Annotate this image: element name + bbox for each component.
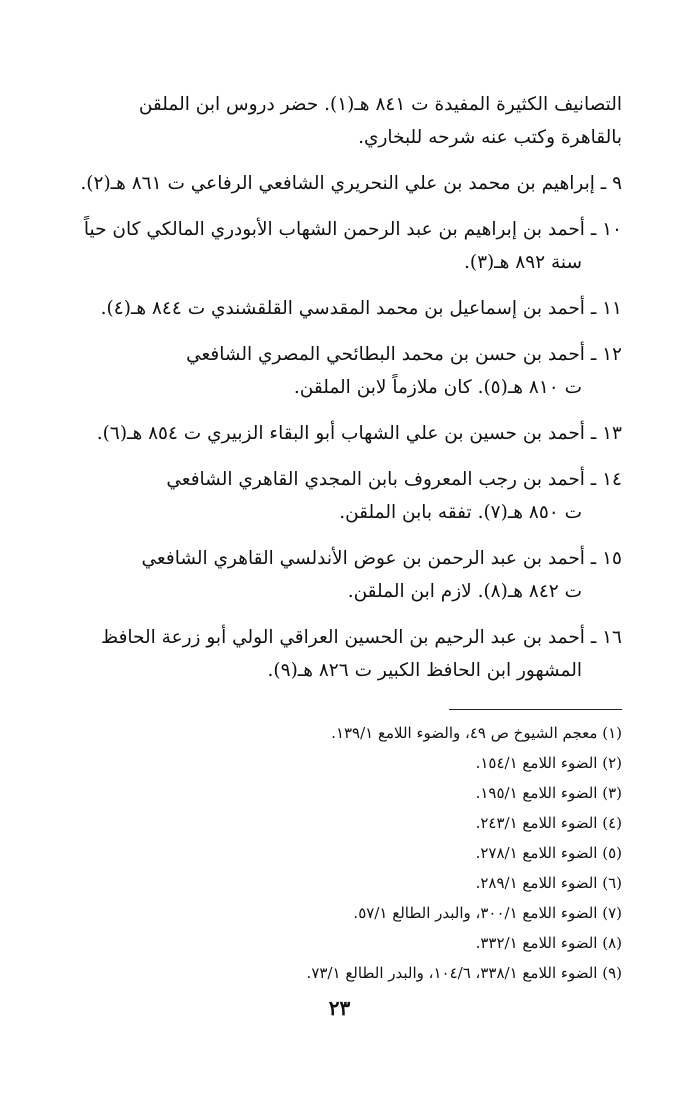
footnote: (٦) الضوء اللامع ٢٨٩/١. — [475, 874, 622, 892]
entry-line: ١٥ ـ أحمد بن عبد الرحمن بن عوض الأندلسي القاهري الشافعي — [141, 548, 622, 569]
footnote: (٨) الضوء اللامع ٣٣٢/١. — [475, 934, 622, 952]
entry-line: ت ٨١٠ هـ(٥). كان ملازماً لابن الملقن. — [293, 377, 582, 398]
page-number: ٢٣ — [328, 996, 351, 1020]
entry-line: بالقاهرة وكتب عنه شرحه للبخاري. — [358, 127, 622, 148]
entry-13 — [72, 417, 622, 450]
entry-line: سنة ٨٩٢ هـ(٣). — [463, 252, 582, 273]
entry-12 — [72, 338, 622, 404]
entry-line: ١٠ ـ أحمد بن إبراهيم بن عبد الرحمن الشهاب الأبودري المالكي كان حياً — [83, 219, 622, 240]
footnotes — [200, 718, 622, 988]
entry-line: ت ٨٥٠ هـ(٧). تفقه بابن الملقن. — [339, 502, 582, 523]
entry-line: ١١ ـ أحمد بن إسماعيل بن محمد المقدسي القلقشندي ت ٨٤٤ هـ(٤). — [100, 298, 622, 319]
footnote: (٤) الضوء اللامع ٢٤٣/١. — [475, 814, 622, 832]
entry-line: ١٣ ـ أحمد بن حسين بن علي الشهاب أبو البقاء الزبيري ت ٨٥٤ هـ(٦). — [96, 423, 622, 444]
footnote-divider — [449, 709, 622, 710]
entry-line: التصانيف الكثيرة المفيدة ت ٨٤١ هـ(١). حضر دروس ابن الملقن — [138, 94, 622, 115]
entry-9 — [72, 167, 622, 200]
footnote: (٩) الضوء اللامع ٣٣٨/١، ١٠٤/٦، والبدر الطالع ٧٣/١. — [306, 964, 622, 982]
biography-list — [72, 88, 622, 700]
entry-line: ت ٨٤٢ هـ(٨). لازم ابن الملقن. — [347, 581, 582, 602]
footnote: (٥) الضوء اللامع ٢٧٨/١. — [475, 844, 622, 862]
entry-16 — [72, 621, 622, 687]
footnote: (٧) الضوء اللامع ٣٠٠/١، والبدر الطالع ٥٧/١. — [353, 904, 622, 922]
footnote: (٢) الضوء اللامع ١٥٤/١. — [475, 754, 622, 772]
entry-line: ١٢ ـ أحمد بن حسن بن محمد البطائحي المصري الشافعي — [186, 344, 622, 365]
entry-line: ١٤ ـ أحمد بن رجب المعروف بابن المجدي القاهري الشافعي — [166, 469, 622, 490]
footnote: (٣) الضوء اللامع ١٩٥/١. — [475, 784, 622, 802]
entry-14 — [72, 463, 622, 529]
entry-line: ١٦ ـ أحمد بن عبد الرحيم بن الحسين العراقي الولي أبو زرعة الحافظ — [101, 627, 622, 648]
entry-line: ٩ ـ إبراهيم بن محمد بن علي النحريري الشافعي الرفاعي ت ٨٦١ هـ(٢). — [80, 173, 622, 194]
entry-11 — [72, 292, 622, 325]
entry-line: المشهور ابن الحافظ الكبير ت ٨٢٦ هـ(٩). — [267, 660, 582, 681]
footnote: (١) معجم الشيوخ ص ٤٩، والضوء اللامع ١٣٩/١. — [331, 724, 622, 742]
entry-15 — [72, 542, 622, 608]
entry-continued — [72, 88, 622, 154]
entry-10 — [72, 213, 622, 279]
